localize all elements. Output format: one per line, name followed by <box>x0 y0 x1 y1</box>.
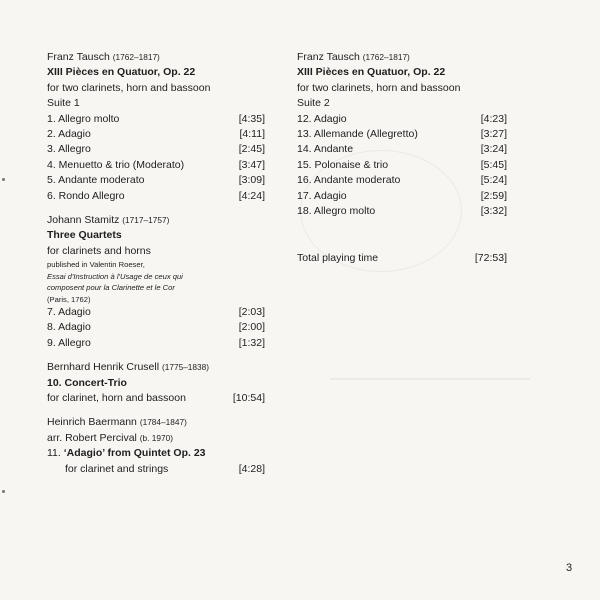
track-time: [3:09] <box>238 174 265 187</box>
work-title: Three Quartets <box>47 229 122 242</box>
track-time: [3:32] <box>480 204 507 217</box>
track-time: [2:00] <box>238 321 265 334</box>
track-label: 7. Adagio <box>47 306 91 319</box>
track-item <box>47 336 267 351</box>
track-label: 8. Adagio <box>47 321 91 334</box>
instrumentation: for two clarinets, horn and bassoon <box>47 81 211 94</box>
track-item <box>297 204 509 219</box>
page-number: 3 <box>566 562 573 574</box>
essay-title-line: Essai d'Instruction à l'Usage de ceux qui <box>47 271 183 281</box>
track-title: ‘Adagio’ from Quintet Op. 23 <box>63 447 206 460</box>
composer-name: Bernhard Henrik Crusell <box>47 361 160 374</box>
track-label: 15. Polonaise & trio <box>297 158 389 171</box>
composer-dates: (1762–1817) <box>362 52 410 62</box>
track-time: [4:35] <box>238 112 265 125</box>
track-title: 10. Concert-Trio <box>47 376 127 389</box>
track-item <box>47 189 267 204</box>
track-label: 6. Rondo Allegro <box>47 189 125 202</box>
track-item <box>297 173 509 188</box>
publication-note: published in Valentin Roeser, <box>47 260 145 270</box>
track-item <box>47 462 267 477</box>
composer-line <box>47 213 267 228</box>
composer-line <box>47 50 267 65</box>
instrumentation: for clarinet and strings <box>65 462 169 475</box>
track-label: 4. Menuetto & trio (Moderato) <box>47 158 185 171</box>
track-item <box>297 158 509 173</box>
composer-name: Franz Tausch <box>47 51 110 63</box>
track-time: [4:23] <box>480 112 507 125</box>
track-item <box>297 142 509 157</box>
track-label: 5. Andante moderato <box>47 174 145 187</box>
track-label: 16. Andante moderato <box>297 174 401 187</box>
arranger-line <box>47 431 267 446</box>
track-item <box>47 320 267 335</box>
arranger-name: arr. Robert Percival <box>47 431 137 444</box>
work-title: XIII Pièces en Quatuor, Op. 22 <box>297 66 446 79</box>
total-playing-time <box>297 251 509 266</box>
publication-place: (Paris, 1762) <box>47 294 91 304</box>
essay-title-line: composent pour la Clarinette et le Cor <box>47 283 175 293</box>
track-time: [2:59] <box>480 189 507 202</box>
track-time: [3:47] <box>238 158 265 171</box>
composer-dates: (1784–1847) <box>139 417 187 428</box>
track-label: 13. Allemande (Allegretto) <box>297 127 418 140</box>
instrumentation: for two clarinets, horn and bassoon <box>297 81 461 94</box>
binding-mark <box>2 490 5 493</box>
track-time: [3:27] <box>480 127 507 140</box>
track-label: 1. Allegro molto <box>47 112 120 125</box>
composer-name: Franz Tausch <box>297 51 360 63</box>
suite-label: Suite 1 <box>47 97 80 110</box>
track-item <box>47 391 267 406</box>
track-label: 12. Adagio <box>297 112 347 125</box>
track-item <box>47 173 267 188</box>
work-title: XIII Pièces en Quatuor, Op. 22 <box>47 66 196 79</box>
track-label: 14. Andante <box>297 143 354 156</box>
arranger-dates: (b. 1970) <box>139 432 174 443</box>
track-item <box>297 127 509 142</box>
track-time: [2:45] <box>238 143 265 156</box>
track-time: [1:32] <box>238 336 265 349</box>
right-column <box>297 50 509 267</box>
binding-mark <box>2 178 5 181</box>
track-item <box>297 112 509 127</box>
left-column <box>47 50 267 477</box>
instrumentation: for clarinet, horn and bassoon <box>47 392 186 405</box>
track-number: 11. <box>47 447 61 460</box>
track-title-line <box>47 446 267 461</box>
track-label: 2. Adagio <box>47 127 91 140</box>
composer-dates: (1775–1838) <box>161 362 210 373</box>
track-item <box>47 142 267 157</box>
track-time: [4:11] <box>239 127 265 140</box>
track-label: 18. Allegro molto <box>297 204 376 217</box>
track-time: [4:28] <box>238 462 265 475</box>
track-time: [10:54] <box>232 392 265 405</box>
track-item <box>47 158 267 173</box>
track-time: [5:24] <box>480 174 507 187</box>
track-label: 9. Allegro <box>47 336 91 349</box>
bleed-through-decoration <box>330 360 530 380</box>
track-label: 3. Allegro <box>47 143 91 156</box>
composer-line <box>47 360 267 375</box>
track-item <box>47 112 267 127</box>
track-time: [5:45] <box>480 158 507 171</box>
track-time: [3:24] <box>480 143 507 156</box>
total-label: Total playing time <box>297 252 379 265</box>
composer-name: Heinrich Baermann <box>47 416 137 429</box>
composer-name: Johann Stamitz <box>47 213 120 226</box>
composer-line <box>297 50 509 65</box>
track-item <box>47 127 267 142</box>
instrumentation: for clarinets and horns <box>47 244 151 257</box>
suite-label: Suite 2 <box>297 97 330 110</box>
track-label: 17. Adagio <box>297 189 347 202</box>
composer-dates: (1717–1757) <box>122 214 170 225</box>
track-time: [4:24] <box>238 189 265 202</box>
track-item <box>47 305 267 320</box>
composer-line <box>47 415 267 430</box>
total-time: [72:53] <box>474 252 507 265</box>
composer-dates: (1762–1817) <box>112 52 160 62</box>
track-time: [2:03] <box>238 306 265 319</box>
track-item <box>297 189 509 204</box>
